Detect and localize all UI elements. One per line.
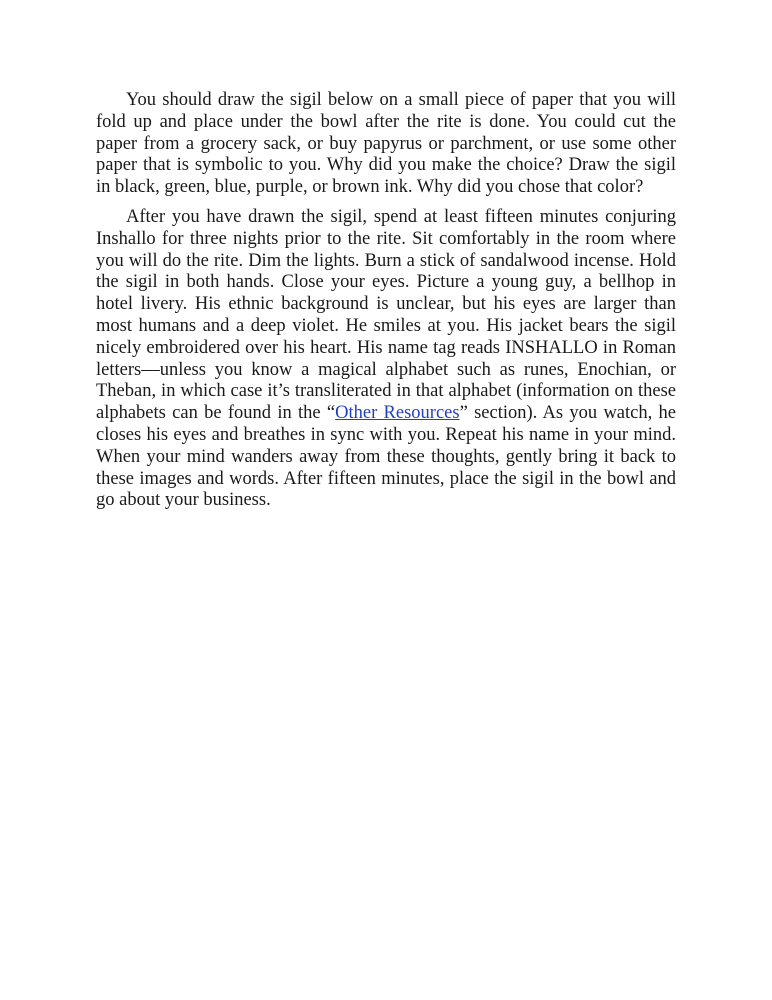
other-resources-link[interactable]: Other Resources: [335, 403, 460, 424]
document-page: [96, 90, 676, 512]
paragraph-sigil-drawing: You should draw the sigil below on a small piece of paper that you will fold up and place under the bowl after the rite is done. You could cut the paper from a grocery sack, or buy papyrus or parchment, or use some other paper that is symbolic to you. Why did you make the choice? Draw the sigil in black, green, blue, purple, or brown ink. Why did you chose that color?: [96, 90, 676, 198]
paragraph-conjuring: [96, 207, 676, 512]
paragraph-conjuring-text-start: After you have drawn the sigil, spend at least fifteen minutes conjuring Inshallo for three nights prior to the rite. Sit comfortably in the room where you will do the rite. Dim the lights. Burn a stick of sandalwood incense. Hold the sigil in both hands. Close your eyes. Picture a young guy, a bellhop in hotel livery. His ethnic background is unclear, but his eyes are larger than most humans and a deep violet. He smiles at you. His jacket bears the sigil nicely embroidered over his heart. His name tag reads INSHALLO in Roman letters—unless you know a magical alphabet such as runes, Enochian, or Theban, in which case it’s transliterated in that alphabet (information on these alphabets can be found in the “: [96, 206, 676, 424]
paragraph-conjuring-text-end: ” section). As you watch, he closes his eyes and breathes in sync with you. Repeat his name in your mind. When your mind wanders away from these thoughts, gently bring it back to these images and words. After fifteen minutes, place the sigil in the bowl and go about your business.: [96, 403, 676, 511]
